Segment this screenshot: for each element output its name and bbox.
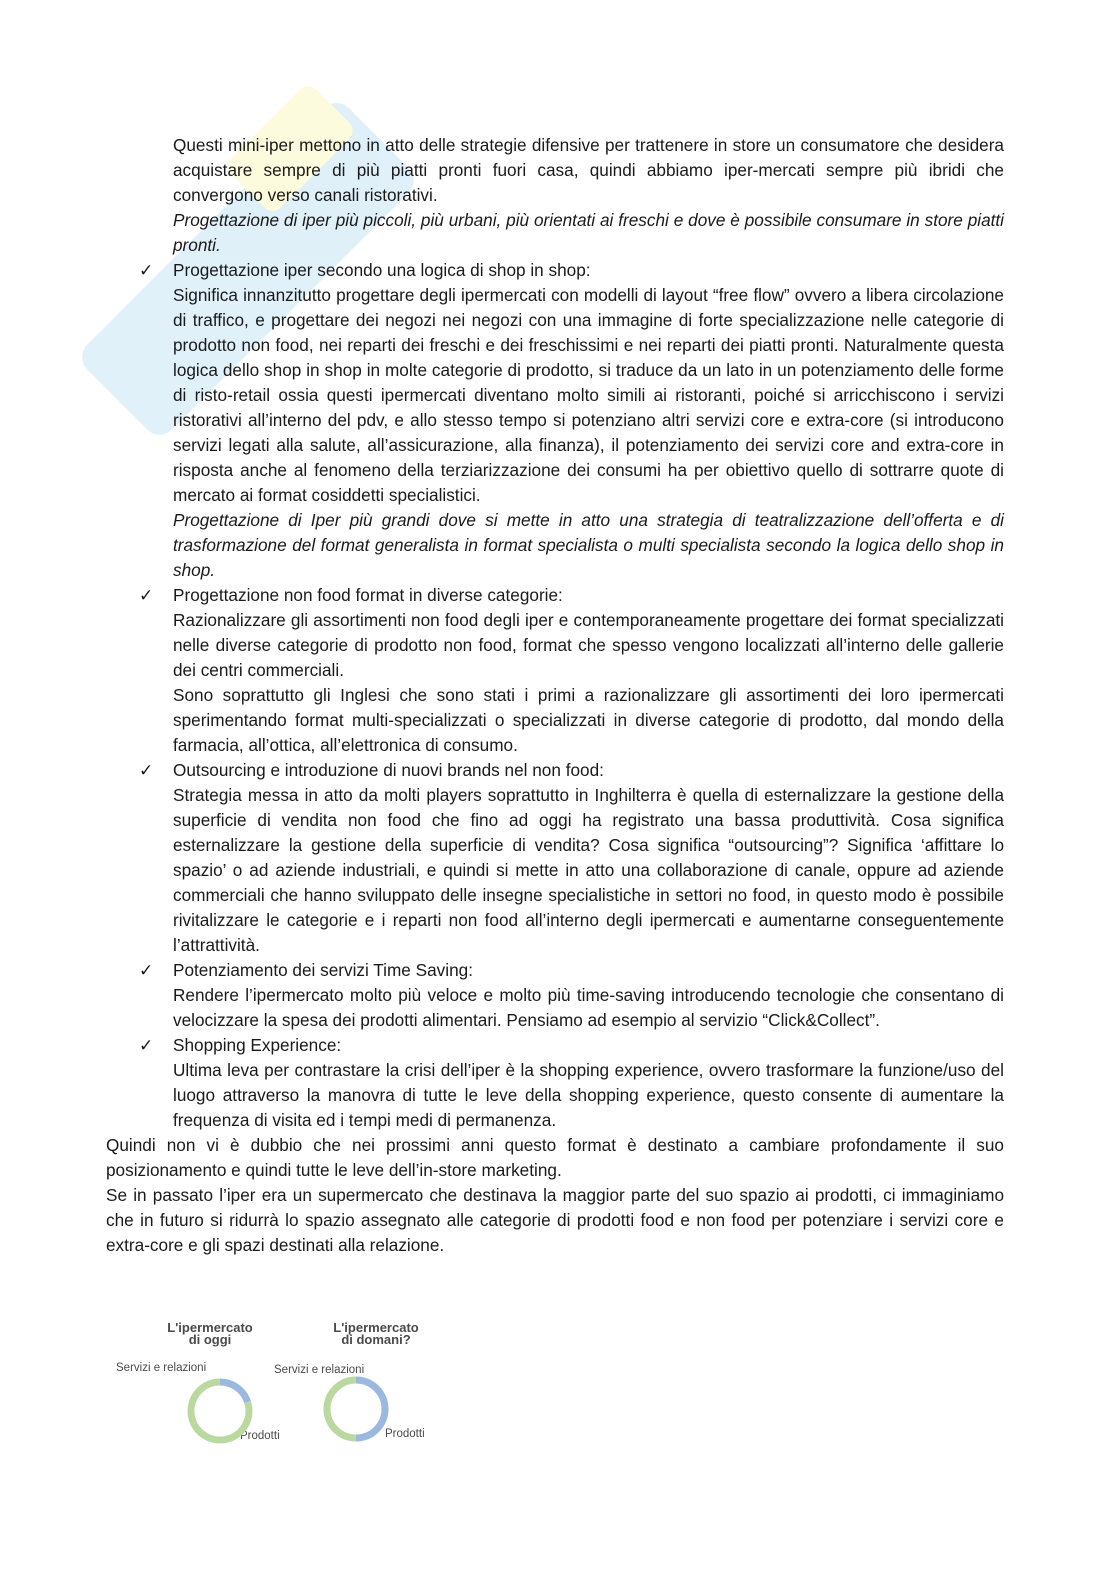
checkmark-icon: ✓ (139, 1036, 154, 1055)
checkmark-icon: ✓ (139, 761, 154, 780)
paragraph-intro: Questi mini-iper mettono in atto delle strategie difensive per trattenere in store un consumatore che desidera acquistare sempre di più piatti pronti fuori casa, quindi abbiamo iper-mercati sempre più ibridi che convergono verso canali ristorativi. (173, 135, 1004, 205)
list-item-text: Rendere l’ipermercato molto più veloce e molto più time-saving introducendo tecnologie che consentano di velocizzare la spesa dei prodotti alimentari. Pensiamo ad esempio al servizio “Click&Collect”. (173, 985, 1004, 1030)
list-item-text: Significa innanzitutto progettare degli ipermercati con modelli di layout “free flow” ovvero a libera circolazione di traffico, e progettare dei negozi nei negozi con una immagine di forte specializzazione nelle categorie di prodotto non food, nei reparti dei freschi e dei freschissimi e nei reparti dei piatti pronti. Naturalmente questa logica dello shop in shop in molte categorie di prodotto, si traduce da un lato in un potenziamento delle forme di risto-retail ossia questi ipermercati diventano molto simili ai ristoranti, poiché si arricchiscono i servizi ristorativi all’interno del pdv, e allo stesso tempo si potenziano altri servizi core e extra-core (si introducono servizi legati alla salute, all’assicurazione, alla finanza), il potenziamento dei servizi core and extra-core in risposta anche al fenomeno della terziarizzazione dei consumi ha per obiettivo quello di sottrarre quote di mercato ai format cosiddetti specialistici. (173, 285, 1004, 505)
document-body (106, 133, 1004, 1258)
list-item-text: Strategia messa in atto da molti players soprattutto in Inghilterra è quella di esternalizzare la gestione della superficie di vendita non food che fino ad oggi ha registrato una bassa produttività. Cosa significa esternalizzare la gestione della superficie di vendita? Cosa significa “outsourcing”? Significa ‘affittare lo spazio’ o ad aziende industriali, e quindi si mette in atto una collaborazione di canale, oppure ad aziende commerciali che hanno sviluppato delle insegne specialistiche in settori no food, in questo modo è possibile rivitalizzare le categorie e i reparti non food all’interno degli ipermercati e aumentarne conseguentemente l’attrattività. (173, 785, 1004, 955)
donut-slice-products (327, 1380, 356, 1438)
list-item-text: Ultima leva per contrastare la crisi dell’iper è la shopping experience, ovvero trasformare la funzione/uso del luogo attraverso la manovra di tutte le leve della shopping experience, questo consente di aumentare la frequenza di visita ed i tempi medi di permanenza. (173, 1060, 1004, 1130)
chart-label-services: Servizi e relazioni (116, 1362, 207, 1374)
paragraph-conclusion: Quindi non vi è dubbio che nei prossimi anni questo format è destinato a cambiare profondamente il suo posizionamento e quindi tutte le leve dell’in-store marketing. (106, 1135, 1004, 1180)
paragraph-conclusion: Se in passato l’iper era un supermercato che destinava la maggior parte del suo spazio ai prodotti, ci immaginiamo che in futuro si ridurrà lo spazio assegnato alle categorie di prodotti food e non food per potenziare i servizi core e extra-core e gli spazi destinati alla relazione. (106, 1185, 1004, 1255)
list-item-text: Razionalizzare gli assortimenti non food degli iper e contemporaneamente progettare dei format specializzati nelle diverse categorie di prodotto non food, format che spesso vengono localizzati all’interno delle gallerie dei centri commerciali. (173, 610, 1004, 680)
chart-label-products: Prodotti (385, 1428, 425, 1440)
checkmark-icon: ✓ (139, 586, 154, 605)
list-item-text: Sono soprattutto gli Inglesi che sono stati i primi a razionalizzare gli assortimenti dei loro ipermercati sperimentando format multi-specializzati o specializzati in diverse categorie di prodotto, dal mondo della farmacia, all’ottica, all’elettronica di consumo. (173, 685, 1004, 755)
donut-slice-services (220, 1382, 248, 1402)
checkmark-icon: ✓ (139, 261, 154, 280)
donut-charts (110, 1318, 450, 1453)
donut-slice-services (356, 1380, 385, 1438)
list-item-italic: Progettazione di Iper più grandi dove si mette in atto una strategia di teatralizzazione dell’offerta e di trasformazione del format generalista in format specialista o multi specialista secondo la logica dello shop in shop. (173, 510, 1004, 580)
list-item-title: Shopping Experience: (173, 1035, 342, 1055)
chart-title: L'ipermercato di oggi (167, 1320, 253, 1347)
list-item (106, 1033, 1004, 1133)
list-item (106, 583, 1004, 758)
list-item-title: Progettazione iper secondo una logica di shop in shop: (173, 260, 591, 280)
paragraph-intro-italic: Progettazione di iper più piccoli, più urbani, più orientati ai freschi e dove è possibile consumare in store piatti pronti. (173, 210, 1004, 255)
list-item-title: Potenziamento dei servizi Time Saving: (173, 960, 473, 980)
chart-label-products: Prodotti (240, 1430, 280, 1442)
list-item (106, 958, 1004, 1033)
list-item (106, 258, 1004, 583)
checkmark-icon: ✓ (139, 961, 154, 980)
chart-title: L'ipermercato di domani? (333, 1320, 419, 1347)
donut-canvas (110, 1318, 450, 1453)
list-item (106, 758, 1004, 958)
list-item-title: Outsourcing e introduzione di nuovi brands nel non food: (173, 760, 604, 780)
chart-label-services: Servizi e relazioni (274, 1364, 365, 1376)
list-item-title: Progettazione non food format in diverse categorie: (173, 585, 563, 605)
